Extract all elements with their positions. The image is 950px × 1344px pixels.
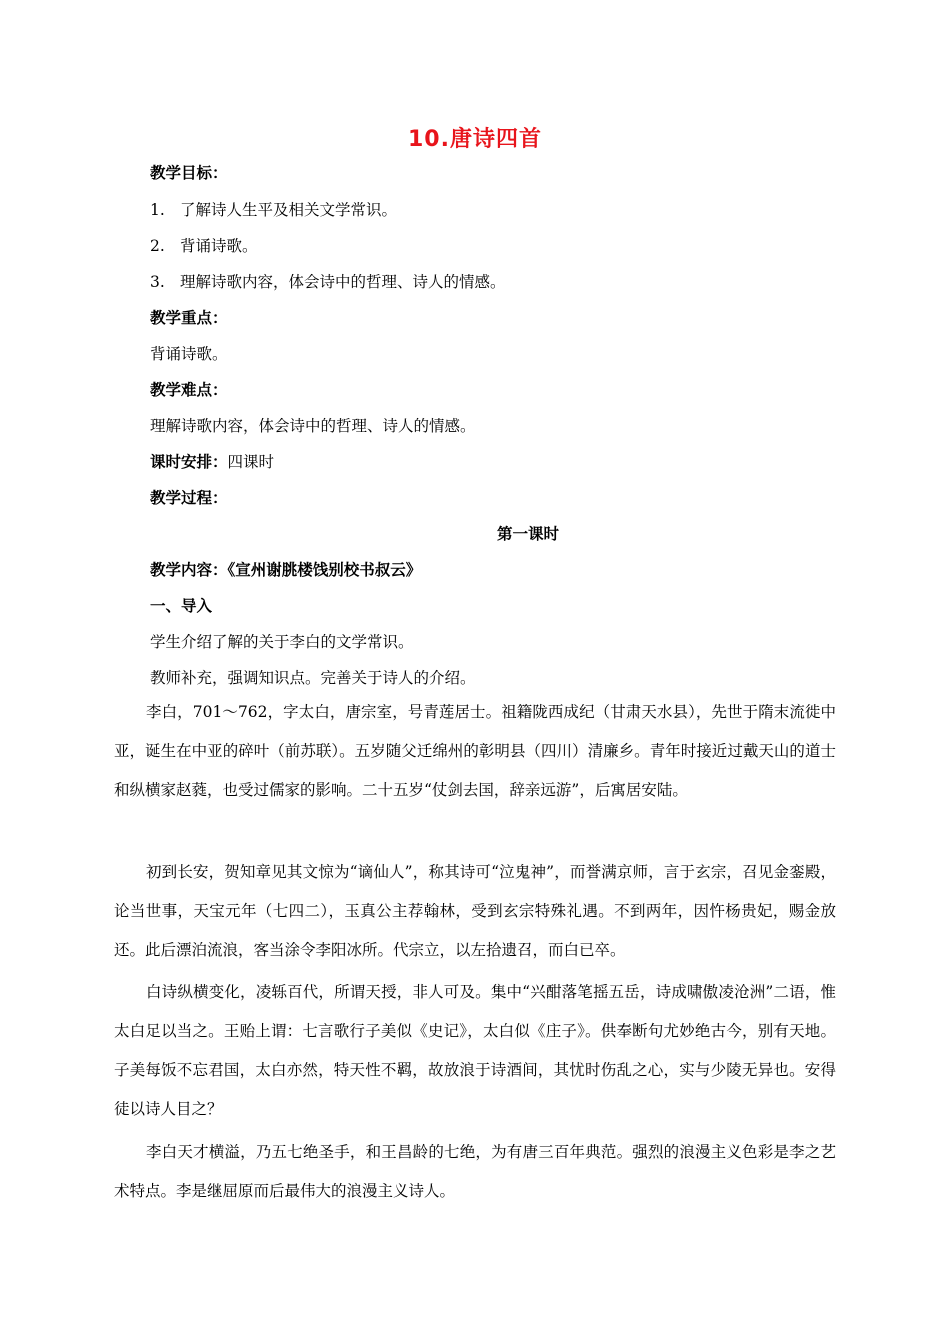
key-points-heading: 教学重点： (150, 309, 228, 327)
document-title: 10.唐诗四首 (408, 127, 542, 152)
goal-text: 了解诗人生平及相关文学常识。 (180, 201, 398, 219)
goal-text: 背诵诗歌。 (180, 237, 258, 255)
schedule-label: 课时安排： (150, 453, 228, 471)
goal-item-1 (150, 200, 397, 220)
goal-number: 2. (150, 237, 165, 255)
intro-line-2: 教师补充，强调知识点。完善关于诗人的介绍。 (150, 669, 476, 687)
process-heading: 教学过程： (150, 489, 228, 507)
goal-item-3 (150, 272, 506, 292)
paragraph-changan: 初到长安，贺知章见其文惊为“谪仙人”，称其诗可“泣鬼神”，而誉满京师，言于玄宗，召见金銮殿，论当世事，天宝元年（七四二），玉真公主荐翰林，受到玄宗特殊礼遇。不到两年，因忤杨贵妃，赐金放还。此后漂泊流浪，客当涂令李阳冰所。代宗立，以左拾遗召，而白已卒。 (114, 863, 836, 959)
difficulty-heading: 教学难点： (150, 381, 228, 399)
schedule-value: 四课时 (227, 453, 275, 471)
difficulty-text: 理解诗歌内容，体会诗中的哲理、诗人的情感。 (150, 417, 476, 435)
goal-number: 3. (150, 273, 165, 291)
content-value: 《宣州谢朓楼饯别校书叔云》 (227, 561, 422, 579)
content-label: 教学内容： (150, 561, 228, 579)
goal-number: 1. (150, 201, 165, 219)
schedule-line (150, 452, 274, 472)
paragraph-romanticism: 李白天才横溢，乃五七绝圣手，和王昌龄的七绝，为有唐三百年典范。强烈的浪漫主义色彩是李之艺术特点。李是继屈原而后最伟大的浪漫主义诗人。 (114, 1143, 836, 1200)
intro-line-1: 学生介绍了解的关于李白的文学常识。 (150, 633, 414, 651)
paragraph-li-bai-bio: 李白，701～762，字太白，唐宗室，号青莲居士。祖籍陇西成纪（甘肃天水县），先世于隋末流徙中亚，诞生在中亚的碎叶（前苏联）。五岁随父迁绵州的彰明县（四川）清廉乡。青年时接近过戴天山的道士和纵横家赵蕤，也受过儒家的影响。二十五岁“仗剑去国，辞亲远游”，后寓居安陆。 (114, 703, 836, 799)
goal-text: 理解诗歌内容，体会诗中的哲理、诗人的情感。 (180, 273, 506, 291)
goal-item-2 (150, 236, 258, 256)
section-heading: 一、导入 (150, 597, 213, 615)
key-points-text: 背诵诗歌。 (150, 345, 228, 363)
goals-heading: 教学目标： (150, 164, 228, 182)
lesson-title: 第一课时 (496, 525, 559, 543)
content-line (150, 560, 421, 580)
paragraph-poetry-style: 白诗纵横变化，凌轹百代，所谓天授，非人可及。集中“兴酣落笔摇五岳，诗成啸傲凌沧洲”二语，惟太白足以当之。王贻上谓：七言歌行子美似《史记》，太白似《庄子》。供奉断句尤妙绝古今，别有天地。子美每饭不忘君国，太白亦然，特天性不羁，故放浪于诗酒间，其忧时伤乱之心，实与少陵无异也。安得徒以诗人目之？ (114, 983, 836, 1118)
